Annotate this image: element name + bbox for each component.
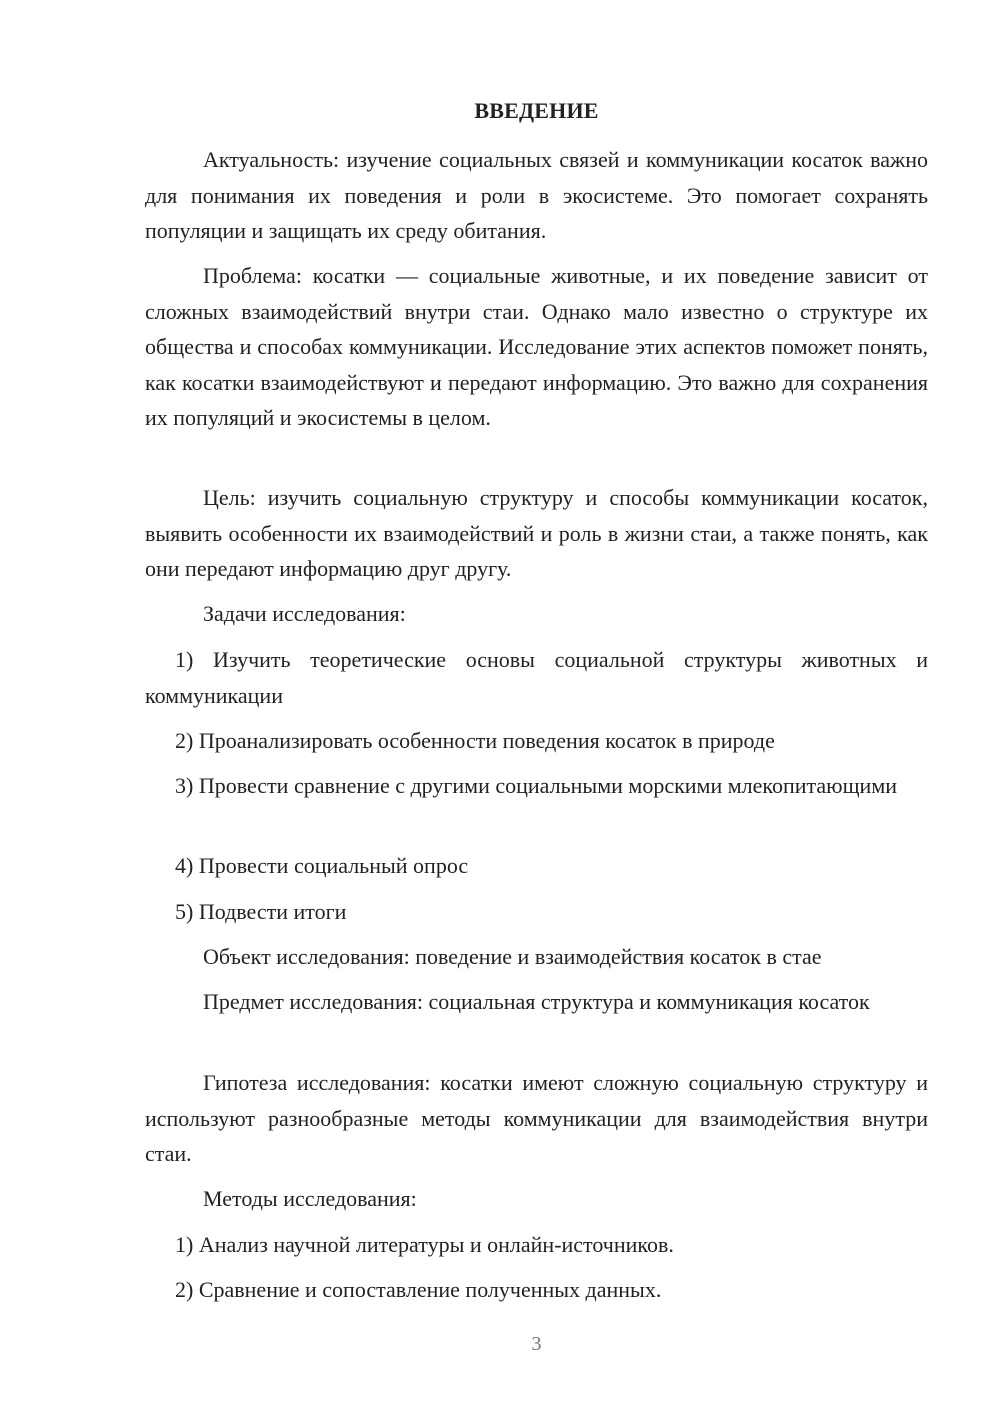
task-item: 4) Провести социальный опрос — [175, 853, 469, 878]
tasks-heading: Задачи исследования: — [203, 601, 406, 626]
document-page — [145, 0, 928, 1414]
methods-heading: Методы исследования: — [203, 1186, 417, 1211]
relevance-paragraph: Актуальность: изучение социальных связей и коммуникации косаток важно для понимания их поведения и роли в экосистеме. Это помогает сохранять популяции и защищать их среду обитания. — [145, 147, 928, 243]
page-number: 3 — [531, 1333, 542, 1355]
subject-paragraph: Предмет исследования: социальная структура и коммуникация косаток — [203, 989, 870, 1014]
page-title: ВВЕДЕНИЕ — [474, 98, 599, 123]
task-item: 5) Подвести итоги — [175, 899, 347, 924]
method-item: 2) Сравнение и сопоставление полученных данных. — [175, 1277, 662, 1302]
hypothesis-paragraph: Гипотеза исследования: косатки имеют сложную социальную структуру и используют разнообразные методы коммуникации для взаимодействия внутри стаи. — [145, 1070, 928, 1166]
goal-paragraph: Цель: изучить социальную структуру и способы коммуникации косаток, выявить особенности их взаимодействий и роль в жизни стаи, а также понять, как они передают информацию друг другу. — [145, 485, 928, 581]
task-item: 3) Провести сравнение с другими социальными морскими млекопитающими — [175, 773, 898, 798]
method-item: 1) Анализ научной литературы и онлайн-источников. — [175, 1232, 674, 1257]
object-paragraph: Объект исследования: поведение и взаимодействия косаток в стае — [203, 944, 822, 969]
task-item: 1) Изучить теоретические основы социальной структуры животных и коммуникации — [145, 647, 928, 708]
problem-paragraph: Проблема: косатки — социальные животные, и их поведение зависит от сложных взаимодействий внутри стаи. Однако мало известно о структуре их общества и способах коммуникации. Исследование этих аспектов поможет понять, как косатки взаимодействуют и передают информацию. Это важно для сохранения их популяций и экосистемы в целом. — [145, 263, 928, 430]
task-item: 2) Проанализировать особенности поведения косаток в природе — [175, 728, 775, 753]
